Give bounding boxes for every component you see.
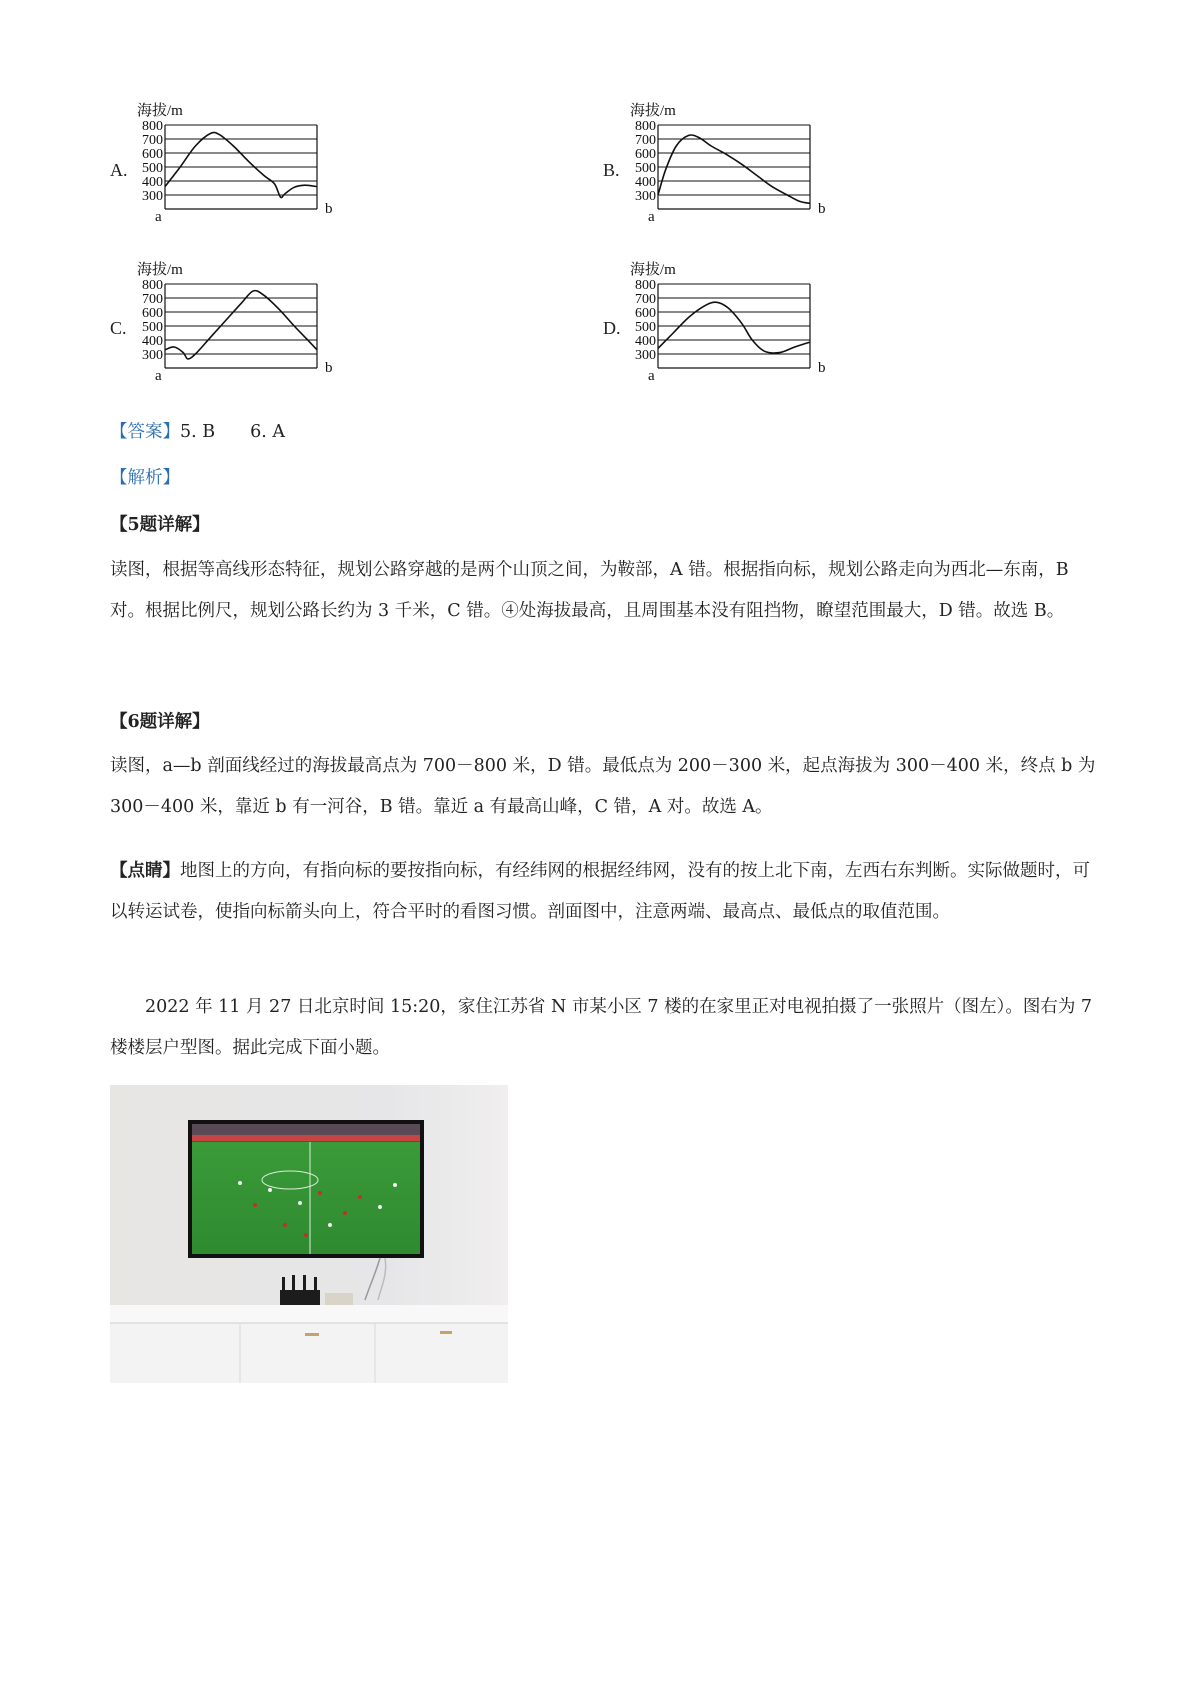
- y-tick-label: 800: [635, 278, 656, 293]
- y-tick-label: 500: [142, 320, 163, 335]
- y-tick-label: 800: [635, 119, 656, 134]
- y-axis-label: 海拔/m: [137, 103, 183, 119]
- x-start-label: a: [155, 368, 162, 384]
- q5-body: 读图，根据等高线形态特征，规划公路穿越的是两个山顶之间，为鞍部，A 错。根据指向标，规划公路走向为西北—东南，B 对。根据比例尺，规划公路长约为 3 千米，C 错。④处海拔最高，且周围基本没有阻挡物，瞭望范围最大，D 错。故选 B。: [110, 560, 1069, 621]
- option-a-letter: A.: [110, 160, 128, 180]
- y-tick-label: 600: [142, 306, 163, 321]
- y-tick-label: 600: [142, 147, 163, 162]
- y-tick-label: 600: [635, 147, 656, 162]
- profile-line: [165, 132, 317, 197]
- y-tick-label: 400: [635, 175, 656, 190]
- option-b-letter: B.: [603, 160, 620, 180]
- q5-heading: 【5题详解】: [110, 515, 210, 535]
- y-tick-label: 700: [635, 133, 656, 148]
- profile-line: [658, 302, 810, 353]
- profile-chart-d: [628, 262, 928, 402]
- y-tick-label: 500: [635, 320, 656, 335]
- y-axis-label: 海拔/m: [630, 262, 676, 278]
- answer-text: 5. B 6. A: [180, 422, 286, 442]
- y-tick-label: 300: [635, 348, 656, 363]
- x-end-label: b: [818, 201, 826, 217]
- y-tick-label: 300: [635, 189, 656, 204]
- analysis-tag: 【解析】: [110, 468, 180, 488]
- x-start-label: a: [648, 368, 655, 384]
- profile-chart-a: [135, 103, 435, 243]
- y-tick-label: 800: [142, 119, 163, 134]
- x-end-label: b: [325, 360, 333, 376]
- x-end-label: b: [325, 201, 333, 217]
- option-c-letter: C.: [110, 318, 127, 338]
- y-tick-label: 800: [142, 278, 163, 293]
- y-tick-label: 300: [142, 348, 163, 363]
- y-tick-label: 400: [142, 334, 163, 349]
- tip-paragraph: [110, 851, 1100, 933]
- y-tick-label: 700: [635, 292, 656, 307]
- x-start-label: a: [648, 209, 655, 225]
- y-tick-label: 400: [142, 175, 163, 190]
- y-tick-label: 700: [142, 133, 163, 148]
- answer-line: [110, 412, 1100, 453]
- tip-tag: 【点睛】: [110, 861, 180, 881]
- y-tick-label: 400: [635, 334, 656, 349]
- x-start-label: a: [155, 209, 162, 225]
- y-tick-label: 600: [635, 306, 656, 321]
- q6-body: 读图，a—b 剖面线经过的海拔最高点为 700－800 米，D 错。最低点为 200－300 米，起点海拔为 300－400 米，终点 b 为 300－400 米，靠近 b 有一河谷，B 错。靠近 a 有最高山峰，C 错，A 对。故选 A。: [110, 756, 1096, 817]
- profile-chart-c: [135, 262, 435, 402]
- y-axis-label: 海拔/m: [630, 103, 676, 119]
- profile-chart-b: [628, 103, 928, 243]
- y-tick-label: 700: [142, 292, 163, 307]
- profile-line: [165, 291, 317, 359]
- question-intro: 2022 年 11 月 27 日北京时间 15:20，家住江苏省 N 市某小区 7 楼的在家里正对电视拍摄了一张照片（图左）。图右为 7 楼楼层户型图。据此完成下面小题。: [110, 997, 1093, 1058]
- q6-heading: 【6题详解】: [110, 712, 210, 732]
- tip-body: 地图上的方向，有指向标的要按指向标，有经纬网的根据经纬网，没有的按上北下南，左西右东判断。实际做题时，可以转运试卷，使指向标箭头向上，符合平时的看图习惯。剖面图中，注意两端、最高点、最低点的取值范围。: [110, 861, 1090, 922]
- y-axis-label: 海拔/m: [137, 262, 183, 278]
- tv-photo: [110, 1085, 508, 1383]
- profile-line: [658, 135, 810, 203]
- option-d-letter: D.: [603, 318, 621, 338]
- answer-tag: 【答案】: [110, 422, 180, 442]
- x-end-label: b: [818, 360, 826, 376]
- y-tick-label: 500: [635, 161, 656, 176]
- y-tick-label: 300: [142, 189, 163, 204]
- y-tick-label: 500: [142, 161, 163, 176]
